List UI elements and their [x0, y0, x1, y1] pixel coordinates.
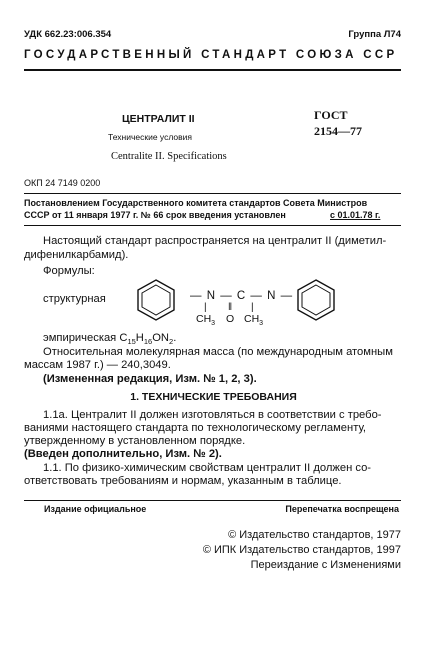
- footer-rule: [24, 500, 401, 501]
- methyl-2-ch: CH: [244, 313, 260, 325]
- decree-rule: [24, 225, 401, 226]
- empirical-label: эмпирическая: [43, 332, 117, 344]
- para-1-1a-line-1: 1.1а. Централит II должен изготовляться в соответствии с требо-: [43, 409, 382, 421]
- intro-line-1: Настоящий стандарт распространяется на централит II (диметил-: [43, 235, 387, 247]
- english-title: Centralite II. Specifications: [111, 151, 227, 162]
- decree-date: с 01.01.78 г.: [330, 210, 381, 220]
- section-1-heading: 1. ТЕХНИЧЕСКИЕ ТРЕБОВАНИЯ: [130, 391, 297, 403]
- para-1-1-line-2: ответствовать требованиям и нормам, указанным в таблице.: [24, 475, 342, 487]
- para-1-1a-line-3: утвержденному в установленном порядке.: [24, 435, 246, 447]
- document-subtitle: Технические условия: [108, 132, 192, 142]
- empirical-c-index: 15: [127, 337, 136, 347]
- reprint-prohibited: Перепечатка воспрещена: [285, 504, 399, 514]
- empirical-on-index: 2: [169, 337, 174, 347]
- benzene-ring-left-icon: [132, 276, 180, 324]
- para-1-1-line-1: 1.1. По физико-химическим свойствам централит II должен со-: [43, 462, 372, 474]
- empirical-h: H: [135, 332, 144, 344]
- intro-line-2: дифенилкарбамид).: [24, 249, 129, 261]
- methyl-1-ch: CH: [196, 313, 212, 325]
- methyl-1-index: 3: [211, 320, 216, 328]
- group-code: Группа Л74: [348, 29, 401, 40]
- para-1-1a-note: (Введен дополнительно, Изм. № 2).: [24, 448, 222, 460]
- copyright-1997: © ИПК Издательство стандартов, 1997: [202, 544, 401, 556]
- reissue-note: Переиздание с Изменениями: [250, 559, 401, 571]
- benzene-ring-right-icon: [292, 276, 340, 324]
- copyright-1977: © Издательство стандартов, 1977: [228, 529, 401, 541]
- empirical-h-index: 16: [143, 337, 153, 347]
- formulas-label: Формулы:: [43, 265, 95, 277]
- decree-line-2: СССР от 11 января 1977 г. № 66 срок введения установлен: [24, 210, 286, 220]
- document-title: ЦЕНТРАЛИТ II: [122, 113, 195, 125]
- structural-formula: [132, 276, 412, 328]
- changed-note: (Измененная редакция, Изм. № 1, 2, 3).: [43, 373, 257, 385]
- title-rule: [24, 193, 401, 194]
- empirical-on: ON: [152, 332, 170, 344]
- mass-line-1: Относительная молекулярная масса (по международным атомным: [43, 346, 393, 358]
- oxygen: O: [226, 313, 235, 325]
- methyl-group-1: [196, 313, 215, 327]
- methyl-group-2: [244, 313, 263, 327]
- gost-number: 2154—77: [314, 124, 362, 138]
- header-rule: [24, 69, 401, 71]
- bond-n2: |: [251, 302, 254, 313]
- formula-chain: — N — C — N —: [190, 290, 294, 302]
- udk-code: УДК 662.23:006.354: [24, 29, 112, 40]
- methyl-2-index: 3: [259, 320, 264, 328]
- official-edition: Издание официальное: [44, 504, 147, 514]
- decree-line-1: Постановлением Государственного комитета стандартов Совета Министров: [24, 198, 368, 208]
- para-1-1a-line-2: ваниями настоящего стандарта по технологическому регламенту,: [24, 422, 367, 434]
- empirical-c: C: [119, 332, 128, 344]
- state-standard-heading: ГОСУДАРСТВЕННЫЙ СТАНДАРТ СОЮЗА ССР: [24, 49, 398, 61]
- empirical-end: .: [173, 332, 177, 344]
- bond-n1: |: [204, 302, 207, 313]
- mass-line-2: массам 1987 г.) — 240,3049.: [24, 359, 171, 371]
- structural-formula-label: структурная: [43, 293, 106, 305]
- bond-c: ‖: [228, 302, 233, 313]
- gost-label: ГОСТ: [314, 108, 348, 122]
- okp-code: ОКП 24 7149 0200: [24, 178, 101, 188]
